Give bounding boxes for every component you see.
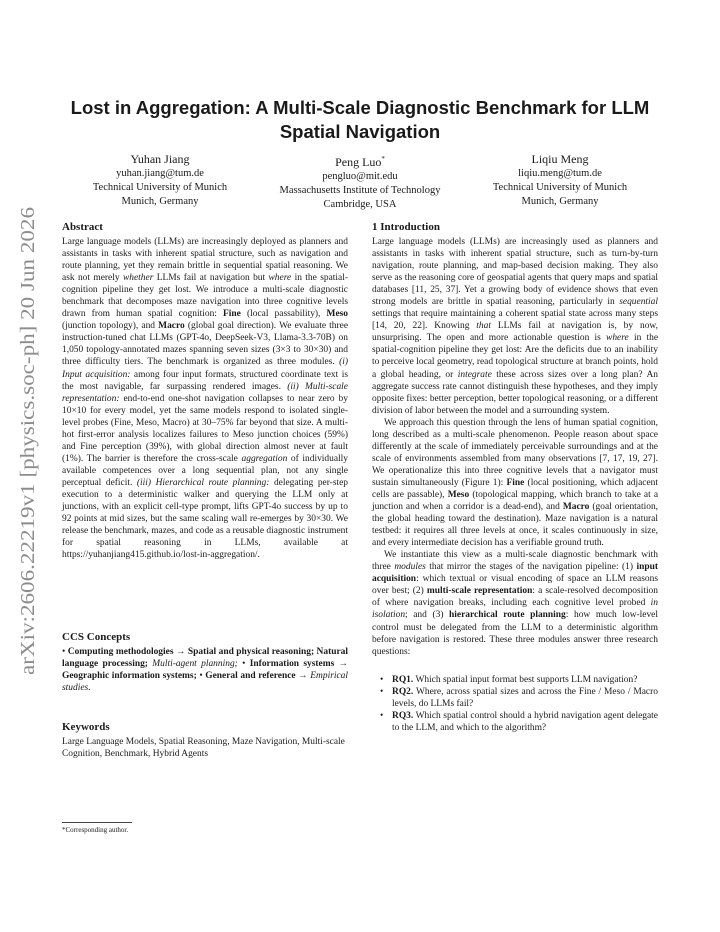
abstract-text: Large language models (LLMs) are increasingly deployed as planners and assistants in tasks with inherent spatial structure, such as navigation and route planning, yet they remain brittle in sequential spatial reasoning. We ask not merely whether LLMs fail at navigation but where in the spatial-cognition pipeline they get lost. We introduce a multi-scale diagnostic benchmark that decomposes maze navigation into three cognitive levels drawn from human spatial cognition: Fine (local passability), Meso (junction topology), and Macro (global goal direction). We evaluate three instruction-tuned chat LLMs (GPT-4o, DeepSeek-V3, Llama-3.3-70B) on 1,050 topology-annotated mazes spanning seven sizes (3×3 to 30×30) and three difficulty tiers. The benchmark is organized as three modules. (i) Input acquisition: among four input formats, structured coordinate text is the most navigable, far surpassing rendered images. (ii) Multi-scale representation: end-to-end one-shot navigation collapses to near zero by 10×10 for every model, yet the same models respond to isolated single-level probes (Fine, Meso, Macro) at 30–75% far beyond that size. A multi-hot first-error analysis localizes failures to Meso junction choices (59%) and Fine perception (39%), with global direction almost never at fault (1%). The barrier is therefore the cross-scale aggregation of individually available competences over a long sequential plan, not any single perceptual deficit. (iii) Hierarchical route planning: delegating per-step execution to a deterministic walker and querying the LLM only at junctions, with an explicit cell-type prompt, lifts GPT-4o success by up to 92 points at mid sizes, but the same scaling wall re-emerges by 30×30. We release the benchmark, mazes, and code as a reusable diagnostic instrument for spatial reasoning in LLMs, available at https://yuhanjiang415.github.io/lost-in-aggregation/. xyxy=(62,237,349,561)
footnote-rule xyxy=(62,822,132,823)
abstract-heading: Abstract xyxy=(62,221,103,233)
introduction-section xyxy=(372,221,658,734)
author-2 xyxy=(260,152,460,212)
ccs-section xyxy=(62,631,348,694)
author-location: Cambridge, USA xyxy=(323,199,397,210)
arxiv-stamp xyxy=(12,205,42,675)
ccs-heading: CCS Concepts xyxy=(62,631,131,643)
author-location: Munich, Germany xyxy=(521,196,599,207)
keywords-text: Large Language Models, Spatial Reasoning, Maze Navigation, Multi-scale Cognition, Benchmark, Hybrid Agents xyxy=(62,737,345,760)
research-question-item: • RQ1. Which spatial input format best supports LLM navigation? xyxy=(392,674,658,686)
author-name: Peng Luo xyxy=(335,155,382,169)
author-name: Liqiu Meng xyxy=(531,152,589,166)
research-questions xyxy=(372,674,658,734)
introduction-heading: 1 Introduction xyxy=(372,221,440,233)
corresponding-mark: * xyxy=(381,155,385,163)
intro-paragraph-1: Large language models (LLMs) are increasingly used as planners and assistants in tasks with inherent spatial structure, such as turn-by-turn navigation, route planning, and map-based decision making. They also serve as the reasoning core of geospatial agents that query maps and spatial databases [11, 25, 37]. Yet a growing body of evidence shows that even strong models are brittle in spatial reasoning, particularly in sequential settings that require maintaining a coherent spatial state across many steps [14, 20, 22]. Knowing that LLMs fail at navigation is, by now, unsurprising. The open and more actionable question is where in the spatial-cognition pipeline they get lost: Are the deficits due to an inability to perceive local geometry, read topological structure at branch points, hold a global heading, or integrate these across sizes over a long plan? An aggregate success rate cannot distinguish these hypotheses, and they imply opposite fixes: better perception, better topological reasoning, or a different division of labor between the model and a surrounding system. xyxy=(372,237,659,416)
author-location: Munich, Germany xyxy=(121,196,199,207)
keywords-section xyxy=(62,721,348,760)
intro-paragraph-2: We approach this question through the lens of human spatial cognition, long described as a multi-scale phenomenon. People reason about space differently at the scale of immediately perceivable surroundings and at the scale of environments assembled from many observations [7, 17, 19, 27]. We operationalize this into three cognitive levels that a navigator must sustain simultaneously (Figure 1): Fine (local positioning, which adjacent cells are passable), Meso (topological mapping, which branch to take at a junction and when a corridor is a dead-end), and Macro (goal orientation, the global heading toward the destination). Maze navigation is a natural testbed: it requires all three levels at once, it scales continuously in size, and every intermediate decision has a verifiable ground truth. xyxy=(372,417,659,549)
author-email: yuhan.jiang@tum.de xyxy=(116,168,204,179)
research-question-item: • RQ3. Which spatial control should a hybrid navigation agent delegate to the LLM, and which to the algorithm? xyxy=(392,710,658,734)
author-affiliation: Technical University of Munich xyxy=(492,182,628,193)
paper-title: Lost in Aggregation: A Multi-Scale Diagnostic Benchmark for LLM Spatial Navigation xyxy=(70,97,650,142)
intro-paragraph-3: We instantiate this view as a multi-scale diagnostic benchmark with three modules that mirror the stages of the navigation pipeline: (1) input acquisition: which textual or visual encoding of space an LLM reasons over best; (2) multi-scale representation: a scale-resolved decomposition of where navigation breaks, including each cognitive level probed in isolation; and (3) hierarchical route planning: how much low-level control must be delegated from the LLM to a deterministic algorithm before navigation is restored. These three modules answer three research questions: xyxy=(372,550,659,657)
keywords-heading: Keywords xyxy=(62,721,110,733)
abstract-section xyxy=(62,221,348,561)
author-affiliation: Technical University of Munich xyxy=(92,182,228,193)
research-question-item: • RQ2. Where, across spatial sizes and across the Fine / Meso / Macro levels, do LLMs fail? xyxy=(392,686,658,710)
author-email: liqiu.meng@tum.de xyxy=(518,168,602,179)
author-3 xyxy=(460,152,660,209)
author-1 xyxy=(60,152,260,209)
author-affiliation: Massachusetts Institute of Technology xyxy=(279,185,441,196)
ccs-text: • Computing methodologies → Spatial and physical reasoning; Natural language processing; Multi-agent planning; • Information systems → Geographic information systems; • General and reference → Empirical studies. xyxy=(62,647,349,694)
arxiv-stamp-text: arXiv:2606.22219v1 [physics.soc-ph] 20 Jun 2026 xyxy=(17,261,39,675)
author-name: Yuhan Jiang xyxy=(130,152,190,166)
footnote: *Corresponding author. xyxy=(62,826,129,834)
author-email: pengluo@mit.edu xyxy=(322,171,398,182)
